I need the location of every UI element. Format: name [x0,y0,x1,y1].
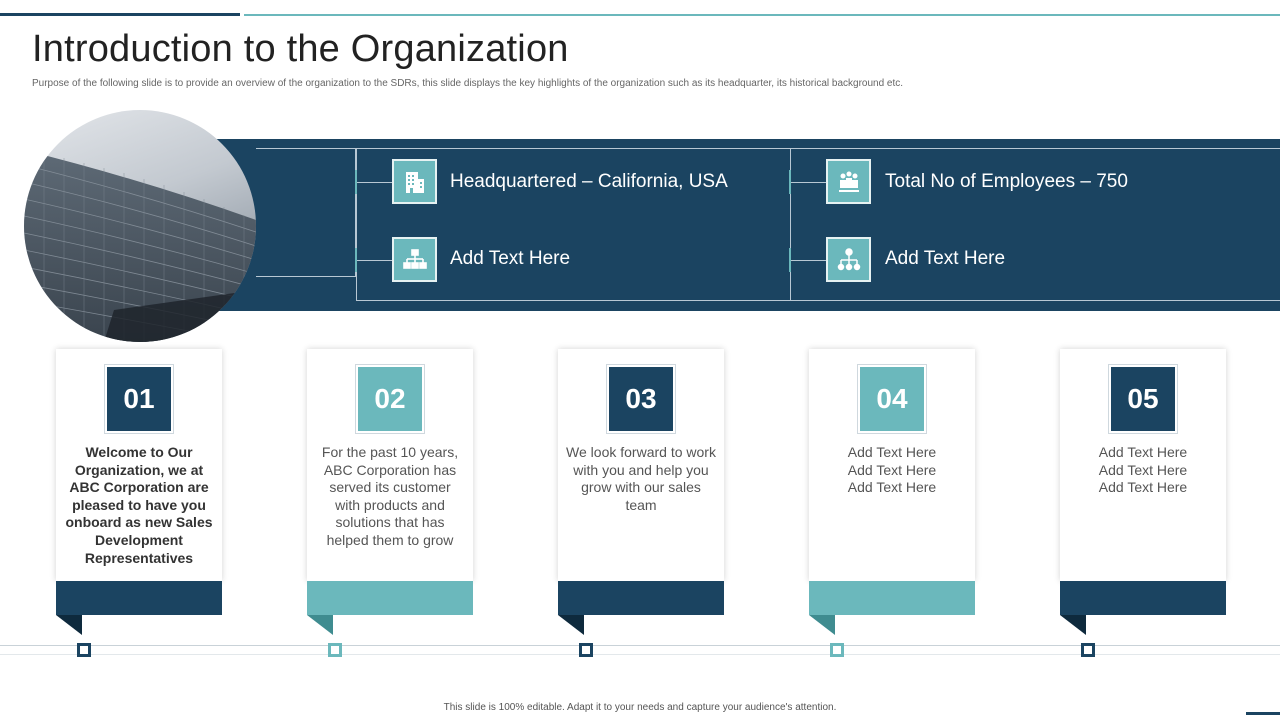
card-number: 03 [607,365,675,433]
top-accent-bar-teal [244,14,1280,16]
timeline-marker [1081,643,1095,657]
employees-icon [826,159,871,204]
timeline-marker [77,643,91,657]
top-accent-bar-dark [0,13,240,16]
corner-accent-bar [1246,712,1280,715]
slide-subtitle: Purpose of the following slide is to provide an overview of the organization to the SDRs, this slide displays the key highlights of the organization such as its headquarter, its historical background etc. [32,78,904,89]
hierarchy-icon [826,237,871,282]
ribbon-fold [558,615,584,635]
timeline-marker [579,643,593,657]
card-05 [1060,349,1226,581]
ribbon-fold [307,615,333,635]
timeline-marker [830,643,844,657]
tick-line [791,260,827,261]
building-icon [392,159,437,204]
card-ribbon [307,581,473,615]
card-02 [307,349,473,581]
card-description: Add Text Here Add Text Here Add Text Here [1098,444,1188,496]
footer-note: This slide is 100% editable. Adapt it to your needs and capture your audience's attention. [443,702,837,713]
building-photo [24,110,256,342]
card-number: 05 [1109,365,1177,433]
card-number: 01 [105,365,173,433]
slide-title: Introduction to the Organization [32,28,569,70]
card-ribbon [809,581,975,615]
card-description: We look forward to work with you and help you grow with our sales team [566,444,716,513]
card-number: 02 [356,365,424,433]
ribbon-fold [809,615,835,635]
card-01 [56,349,222,581]
card-04 [809,349,975,581]
org-chart-icon [392,237,437,282]
tick-line [357,260,393,261]
card-number: 04 [858,365,926,433]
card-ribbon [56,581,222,615]
highlight-employees: Total No of Employees – 750 [885,171,1128,192]
card-03 [558,349,724,581]
highlight-text-4: Add Text Here [885,248,1006,269]
ribbon-fold [56,615,82,635]
tick-line [791,182,827,183]
highlight-text-2: Add Text Here [450,248,571,269]
ribbon-fold [1060,615,1086,635]
connector-photo-link [256,148,356,277]
card-description: Welcome to Our Organization, we at ABC Corporation are pleased to have you onboard as new Sales Development Representatives [65,444,213,566]
card-description: For the past 10 years, ABC Corporation has served its customer with products and solutions that has helped them to grow [321,444,459,548]
timeline-marker [328,643,342,657]
card-description: Add Text Here Add Text Here Add Text Here [847,444,937,496]
tick-line [357,182,393,183]
highlight-headquarters: Headquartered – California, USA [450,171,728,192]
card-ribbon [558,581,724,615]
card-ribbon [1060,581,1226,615]
